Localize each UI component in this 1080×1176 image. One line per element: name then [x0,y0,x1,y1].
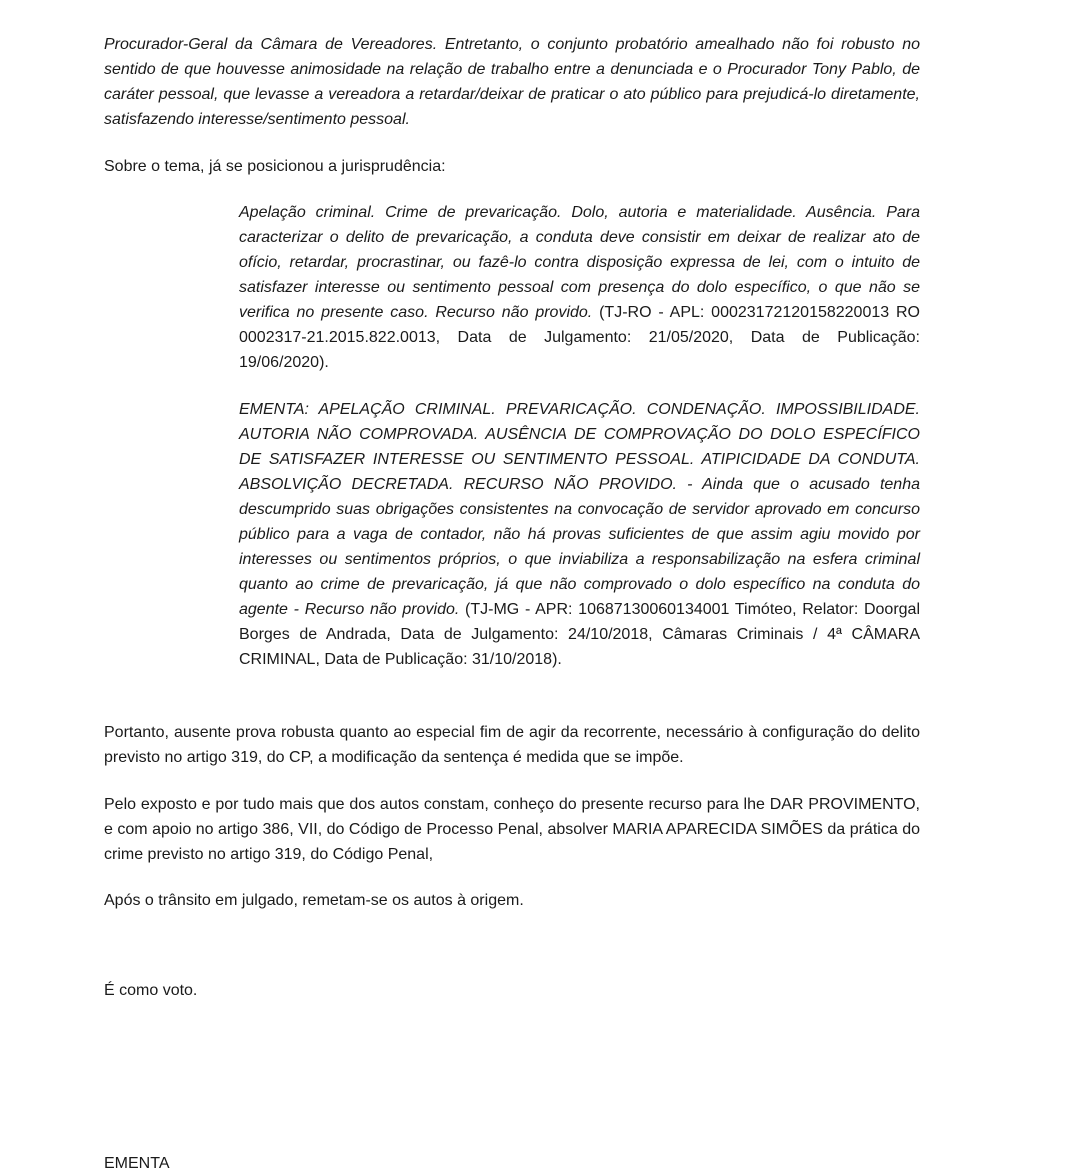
quote-2-citation: (TJ-MG - APR: 10687130060134001 Timóteo, Relator: Doorgal Borges de Andrada, Data de Julgamento: 24/10/2018, Câmaras Criminais / 4ª CÂMARA CRIMINAL, Data de Publicação: 31/10/2018). [239,601,921,668]
intro-paragraph: Procurador-Geral da Câmara de Vereadores. Entretanto, o conjunto probatório amealhado não foi robusto no sentido de que houvesse animosidade na relação de trabalho entre a denunciada e o Procurador Tony Pablo, de caráter pessoal, que levasse a vereadora a retardar/deixar de praticar o ato público para prejudicá-lo diretamente, satisfazendo interesse/sentimento pessoal. [104,36,920,128]
jurisprudence-quote-2 [239,397,920,672]
jurisprudence-intro: Sobre o tema, já se posicionou a jurisprudência: [104,158,446,175]
closing-vote: É como voto. [104,982,198,999]
quote-2-text: EMENTA: APELAÇÃO CRIMINAL. PREVARICAÇÃO. CONDENAÇÃO. IMPOSSIBILIDADE. AUTORIA NÃO COMPROVADA. AUSÊNCIA DE COMPROVAÇÃO DO DOLO ESPECÍFICO DE SATISFAZER INTERESSE OU SENTIMENTO PESSOAL. ATIPICIDADE DA CONDUTA. ABSOLVIÇÃO DECRETADA. RECURSO NÃO PROVIDO. - Ainda que o acusado tenha descumprido suas obrigações consistentes na convocação de servidor aprovado em concurso público para a vaga de contador, não há provas suficientes de que assim agiu movido por interesses ou sentimentos próprios, o que inviabiliza a responsabilização na esfera criminal quanto ao crime de prevaricação, já que não comprovado o dolo específico na conduta do agente - Recurso não provido. [239,401,920,618]
final-instruction: Após o trânsito em julgado, remetam-se os autos à origem. [104,892,524,909]
quote-1-text: Apelação criminal. Crime de prevaricação. Dolo, autoria e materialidade. Ausência. Para caracterizar o delito de prevaricação, a conduta deve consistir em deixar de realizar ato de ofício, retardar, procrastinar, ou fazê-lo contra disposição expressa de lei, com o intuito de satisfazer interesse ou sentimento pessoal com presença do dolo específico, o que não se verifica no presente caso. Recurso não provido. [239,204,920,321]
quote-1-citation: (TJ-RO - APL: 00023172120158220013 RO 0002317-21.2015.822.0013, Data de Julgamento: 21/05/2020, Data de Publicação: 19/06/2020). [239,304,920,371]
decision-paragraph: Pelo exposto e por tudo mais que dos autos constam, conheço do presente recurso para lhe DAR PROVIMENTO, e com apoio no artigo 386, VII, do Código de Processo Penal, absolver MARIA APARECIDA SIMÕES da prática do crime previsto no artigo 319, do Código Penal, [104,796,920,863]
jurisprudence-quote-1 [239,200,920,375]
section-heading-ementa: EMENTA [104,1155,170,1172]
conclusion-paragraph: Portanto, ausente prova robusta quanto ao especial fim de agir da recorrente, necessário à configuração do delito previsto no artigo 319, do CP, a modificação da sentença é medida que se impõe. [104,724,920,766]
